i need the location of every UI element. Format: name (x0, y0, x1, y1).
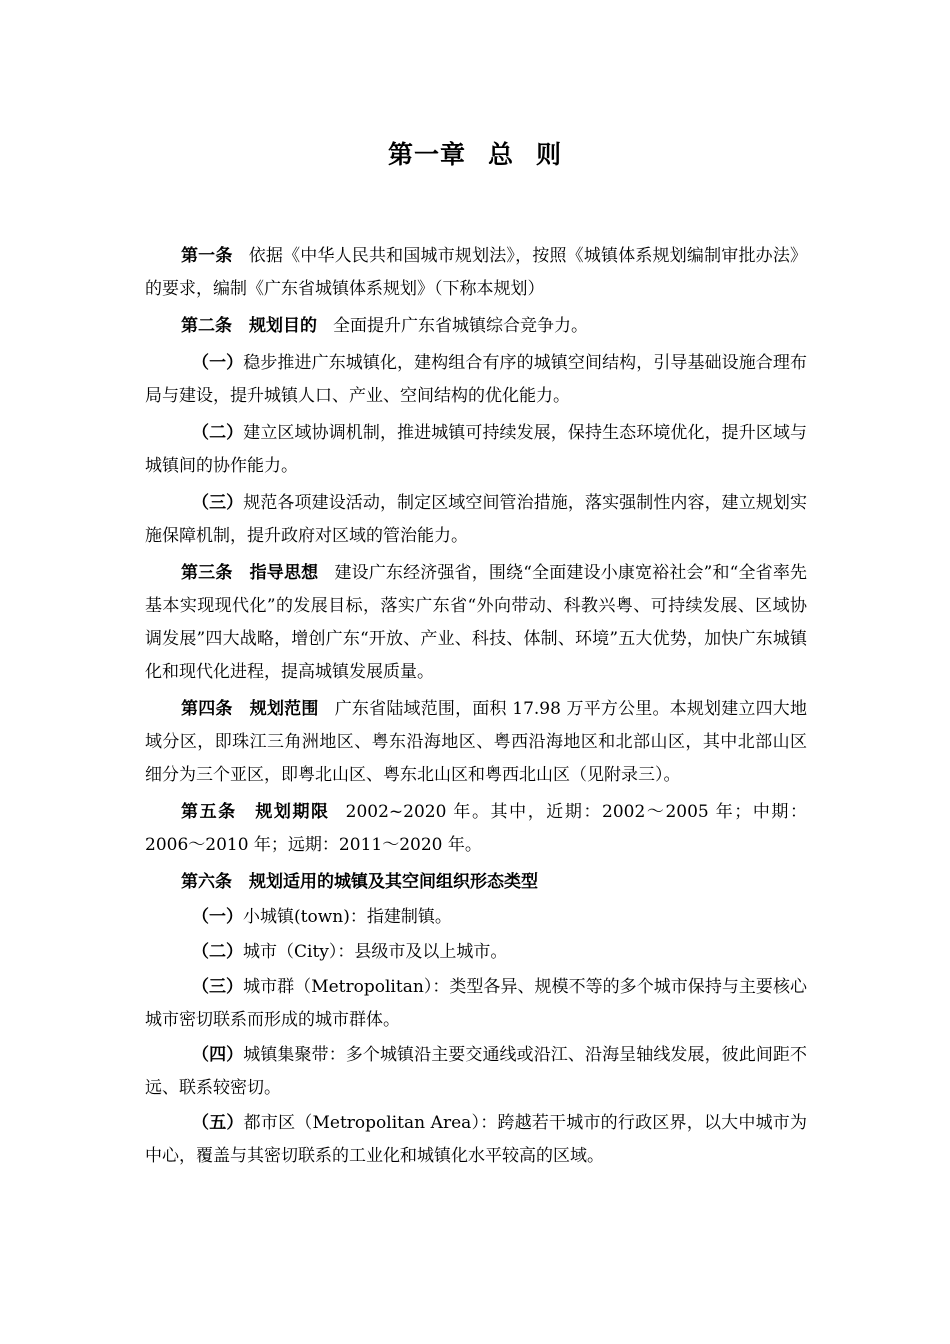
article-1-text: 依据《中华人民共和国城市规划法》，按照《城镇体系规划编制审批办法》的要求，编制《广东省城镇体系规划》（下称本规划） (145, 246, 808, 299)
article-5-text: 2002~2020 年。其中，近期：2002～2005 年；中期：2006～2010 年；远期：2011～2020 年。 (145, 802, 808, 855)
item-number: （二） (192, 423, 244, 443)
item-text: 规范各项建设活动，制定区域空间管治措施，落实强制性内容，建立规划实施保障机制，提升政府对区域的管治能力。 (145, 493, 808, 546)
article-4 (145, 693, 807, 792)
item-number: （一） (192, 907, 243, 927)
item-number: （二） (192, 942, 243, 962)
article-4-heading: 第四条 规划范围 (181, 699, 319, 719)
article-6-item (145, 1107, 807, 1173)
item-number: （一） (192, 353, 244, 373)
item-text: 建立区域协调机制，推进城镇可持续发展，保持生态环境优化，提升区域与城镇间的协作能力。 (145, 423, 808, 476)
item-text: 稳步推进广东城镇化，建构组合有序的城镇空间结构，引导基础设施合理布局与建设，提升城镇人口、产业、空间结构的优化能力。 (145, 353, 808, 406)
item-text: 城市群（Metropolitan）：类型各异、规模不等的多个城市保持与主要核心城市密切联系而形成的城市群体。 (145, 977, 807, 1030)
item-text: 城市（City）：县级市及以上城市。 (243, 942, 508, 962)
item-number: （三） (192, 977, 244, 997)
article-2-text: 全面提升广东省城镇综合竞争力。 (333, 316, 588, 336)
chapter-title-word-2: 则 (536, 140, 563, 169)
article-2-item (145, 487, 807, 553)
article-5-heading: 第五条 规划期限 (181, 802, 330, 822)
item-text: 小城镇(town)：指建制镇。 (243, 907, 452, 927)
item-number: （四） (192, 1045, 244, 1065)
chapter-title-number: 第一章 (387, 140, 466, 169)
document-body (145, 240, 807, 1175)
article-3-heading: 第三条 指导思想 (181, 563, 319, 583)
article-6-item (145, 971, 807, 1037)
chapter-title (0, 135, 950, 171)
article-3 (145, 557, 807, 689)
article-2-heading: 第二条 规划目的 (181, 316, 317, 336)
article-6 (145, 866, 807, 899)
article-5 (145, 796, 807, 862)
article-6-item (145, 1039, 807, 1105)
item-number: （五） (192, 1113, 244, 1133)
item-text: 城镇集聚带：多个城镇沿主要交通线或沿江、沿海呈轴线发展，彼此间距不远、联系较密切。 (145, 1045, 808, 1098)
item-text: 都市区（Metropolitan Area）：跨越若干城市的行政区界，以大中城市为中心，覆盖与其密切联系的工业化和城镇化水平较高的区域。 (145, 1113, 807, 1166)
item-number: （三） (192, 493, 244, 513)
article-2-item (145, 347, 807, 413)
article-2-item (145, 417, 807, 483)
article-1 (145, 240, 807, 306)
article-1-heading: 第一条 (181, 246, 233, 266)
chapter-title-word-1: 总 (487, 140, 514, 169)
article-3-text: 建设广东经济强省，围绕“全面建设小康宽裕社会”和“全省率先基本实现现代化”的发展目标，落实广东省“外向带动、科教兴粤、可持续发展、区域协调发展”四大战略，增创广东“开放、产业、科技、体制、环境”五大优势，加快广东城镇化和现代化进程，提高城镇发展质量。 (145, 563, 807, 682)
article-4-text: 广东省陆域范围，面积 17.98 万平方公里。本规划建立四大地域分区，即珠江三角洲地区、粤东沿海地区、粤西沿海地区和北部山区，其中北部山区细分为三个亚区，即粤北山区、粤东北山区和粤西北山区（见附录三）。 (145, 699, 808, 785)
article-6-item (145, 936, 807, 969)
article-6-item (145, 901, 807, 934)
article-6-heading: 第六条 规划适用的城镇及其空间组织形态类型 (181, 872, 538, 892)
article-2 (145, 310, 807, 343)
